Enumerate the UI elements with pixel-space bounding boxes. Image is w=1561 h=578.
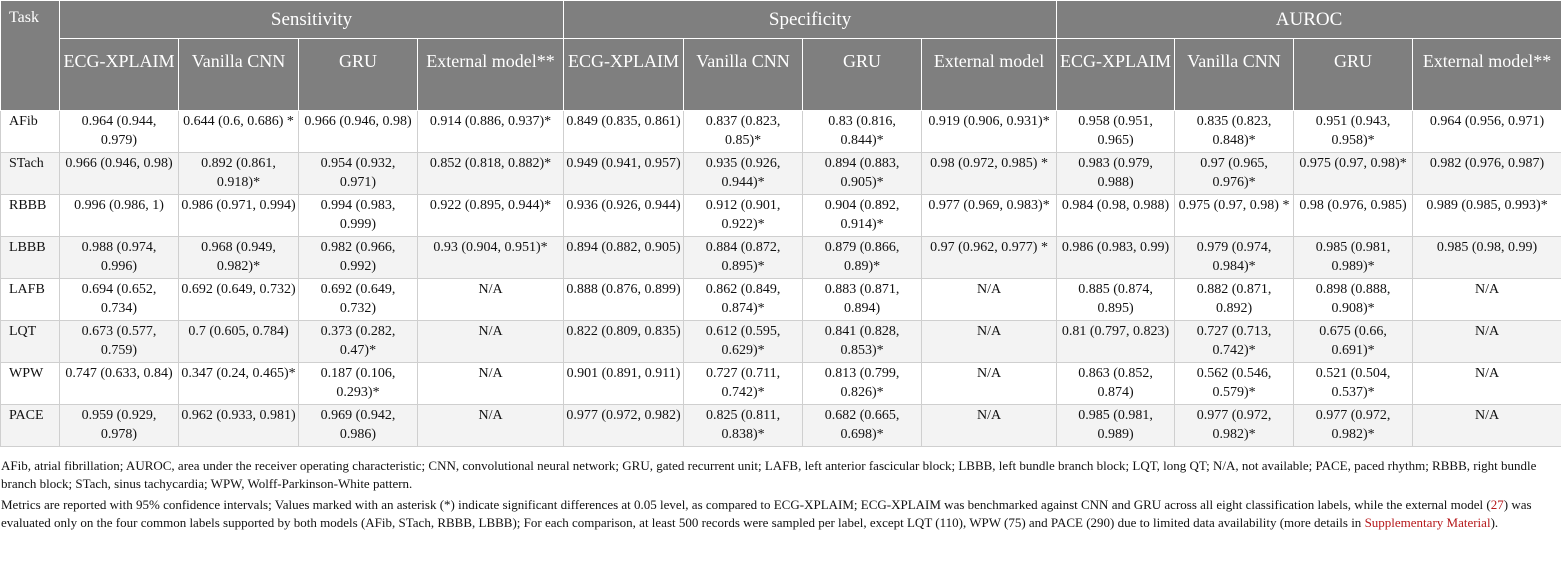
metric-cell: 0.996 (0.986, 1) xyxy=(60,195,179,237)
metric-cell: 0.977 (0.972, 0.982)* xyxy=(1294,405,1413,447)
metric-cell: 0.958 (0.951, 0.965) xyxy=(1057,111,1175,153)
metric-cell: 0.986 (0.971, 0.994) xyxy=(179,195,299,237)
metric-cell: N/A xyxy=(922,279,1057,321)
metric-cell: 0.521 (0.504, 0.537)* xyxy=(1294,363,1413,405)
metric-cell: 0.862 (0.849, 0.874)* xyxy=(684,279,803,321)
table-row xyxy=(1,195,1561,237)
metric-cell: 0.747 (0.633, 0.84) xyxy=(60,363,179,405)
metric-cell: N/A xyxy=(418,363,564,405)
metric-cell: 0.968 (0.949, 0.982)* xyxy=(179,237,299,279)
metric-cell: 0.985 (0.98, 0.99) xyxy=(1413,237,1561,279)
metric-cell: 0.898 (0.888, 0.908)* xyxy=(1294,279,1413,321)
metric-cell: 0.837 (0.823, 0.85)* xyxy=(684,111,803,153)
metric-cell: 0.727 (0.711, 0.742)* xyxy=(684,363,803,405)
group-header-specificity: Specificity xyxy=(564,1,1057,39)
metric-cell: 0.822 (0.809, 0.835) xyxy=(564,321,684,363)
table-row xyxy=(1,321,1561,363)
metric-cell: 0.675 (0.66, 0.691)* xyxy=(1294,321,1413,363)
methods-text-2: ) was evaluated only on the four common labels supported by both models (AFib, STach, RBBB, LBBB); For each comparison, at least 500 records were sampled per label, except LQT (110), WPW (75) and PACE (290) due to limited data availability (more details in xyxy=(1,497,1532,530)
metric-cell: 0.97 (0.965, 0.976)* xyxy=(1175,153,1294,195)
metric-cell: 0.81 (0.797, 0.823) xyxy=(1057,321,1175,363)
column-header: GRU xyxy=(299,39,418,111)
task-label: RBBB xyxy=(1,195,60,237)
metric-cell: 0.922 (0.895, 0.944)* xyxy=(418,195,564,237)
metric-cell: 0.98 (0.976, 0.985) xyxy=(1294,195,1413,237)
metric-cell: 0.894 (0.882, 0.905) xyxy=(564,237,684,279)
metric-cell: 0.901 (0.891, 0.911) xyxy=(564,363,684,405)
group-header-auroc: AUROC xyxy=(1057,1,1561,39)
column-header: External model** xyxy=(418,39,564,111)
metric-cell: 0.964 (0.944, 0.979) xyxy=(60,111,179,153)
methods-note xyxy=(1,496,1555,531)
column-header: Vanilla CNN xyxy=(1175,39,1294,111)
metric-cell: N/A xyxy=(418,279,564,321)
metric-cell: 0.98 (0.972, 0.985) * xyxy=(922,153,1057,195)
column-header: GRU xyxy=(1294,39,1413,111)
column-header: ECG-XPLAIM xyxy=(60,39,179,111)
methods-text-3: ). xyxy=(1490,514,1499,530)
metric-cell: 0.904 (0.892, 0.914)* xyxy=(803,195,922,237)
metric-cell: 0.977 (0.969, 0.983)* xyxy=(922,195,1057,237)
metric-cell: 0.969 (0.942, 0.986) xyxy=(299,405,418,447)
abbreviations-note: AFib, atrial fibrillation; AUROC, area under the receiver operating characteristic; CNN, convolutional neural network; GRU, gated recurrent unit; LAFB, left anterior fascicular block; LBBB, left bundle branch block; LQT, long QT; N/A, not available; PACE, paced rhythm; RBBB, right bundle branch block; STach, sinus tachycardia; WPW, Wolff-Parkinson-White pattern. xyxy=(1,458,1537,491)
column-header: Vanilla CNN xyxy=(179,39,299,111)
metric-cell: 0.964 (0.956, 0.971) xyxy=(1413,111,1561,153)
metric-cell: 0.562 (0.546, 0.579)* xyxy=(1175,363,1294,405)
metric-cell: 0.347 (0.24, 0.465)* xyxy=(179,363,299,405)
metric-cell: 0.83 (0.816, 0.844)* xyxy=(803,111,922,153)
table-body xyxy=(1,111,1561,447)
metric-cell: 0.936 (0.926, 0.944) xyxy=(564,195,684,237)
metric-cell: 0.892 (0.861, 0.918)* xyxy=(179,153,299,195)
column-header: GRU xyxy=(803,39,922,111)
table-row xyxy=(1,405,1561,447)
task-label: WPW xyxy=(1,363,60,405)
metric-cell: 0.692 (0.649, 0.732) xyxy=(179,279,299,321)
metric-cell: N/A xyxy=(1413,321,1561,363)
metric-cell: 0.673 (0.577, 0.759) xyxy=(60,321,179,363)
metric-cell: 0.835 (0.823, 0.848)* xyxy=(1175,111,1294,153)
metric-cell: 0.879 (0.866, 0.89)* xyxy=(803,237,922,279)
metric-cell: N/A xyxy=(1413,279,1561,321)
metric-cell: 0.187 (0.106, 0.293)* xyxy=(299,363,418,405)
metric-cell: 0.979 (0.974, 0.984)* xyxy=(1175,237,1294,279)
metric-cell: N/A xyxy=(922,405,1057,447)
metric-cell: 0.986 (0.983, 0.99) xyxy=(1057,237,1175,279)
metric-cell: 0.959 (0.929, 0.978) xyxy=(60,405,179,447)
metric-cell: 0.841 (0.828, 0.853)* xyxy=(803,321,922,363)
metric-cell: 0.962 (0.933, 0.981) xyxy=(179,405,299,447)
column-header: External model** xyxy=(1413,39,1561,111)
metric-cell: 0.884 (0.872, 0.895)* xyxy=(684,237,803,279)
metric-cell: 0.985 (0.981, 0.989) xyxy=(1057,405,1175,447)
group-header-sensitivity: Sensitivity xyxy=(60,1,564,39)
metric-cell: 0.644 (0.6, 0.686) * xyxy=(179,111,299,153)
table-row xyxy=(1,279,1561,321)
metric-cell: 0.883 (0.871, 0.894) xyxy=(803,279,922,321)
metric-cell: 0.885 (0.874, 0.895) xyxy=(1057,279,1175,321)
task-label: AFib xyxy=(1,111,60,153)
metric-cell: 0.93 (0.904, 0.951)* xyxy=(418,237,564,279)
metric-cell: 0.692 (0.649, 0.732) xyxy=(299,279,418,321)
task-label: LQT xyxy=(1,321,60,363)
task-label: STach xyxy=(1,153,60,195)
metric-cell: 0.888 (0.876, 0.899) xyxy=(564,279,684,321)
metric-cell: 0.882 (0.871, 0.892) xyxy=(1175,279,1294,321)
metric-cell: 0.935 (0.926, 0.944)* xyxy=(684,153,803,195)
metric-cell: 0.894 (0.883, 0.905)* xyxy=(803,153,922,195)
metric-cell: 0.373 (0.282, 0.47)* xyxy=(299,321,418,363)
metric-cell: N/A xyxy=(922,363,1057,405)
metric-cell: 0.982 (0.966, 0.992) xyxy=(299,237,418,279)
metric-cell: 0.863 (0.852, 0.874) xyxy=(1057,363,1175,405)
metric-cell: 0.951 (0.943, 0.958)* xyxy=(1294,111,1413,153)
metric-cell: 0.983 (0.979, 0.988) xyxy=(1057,153,1175,195)
metric-cell: 0.975 (0.97, 0.98) * xyxy=(1175,195,1294,237)
task-label: LBBB xyxy=(1,237,60,279)
table-row xyxy=(1,237,1561,279)
column-header: Vanilla CNN xyxy=(684,39,803,111)
metric-cell: 0.977 (0.972, 0.982)* xyxy=(1175,405,1294,447)
table-row xyxy=(1,111,1561,153)
metric-cell: 0.975 (0.97, 0.98)* xyxy=(1294,153,1413,195)
metric-cell: 0.852 (0.818, 0.882)* xyxy=(418,153,564,195)
subheader-row xyxy=(1,39,1561,111)
metric-cell: 0.982 (0.976, 0.987) xyxy=(1413,153,1561,195)
task-label: PACE xyxy=(1,405,60,447)
metric-cell: 0.7 (0.605, 0.784) xyxy=(179,321,299,363)
metric-cell: 0.966 (0.946, 0.98) xyxy=(60,153,179,195)
task-header: Task xyxy=(1,1,60,111)
metric-cell: N/A xyxy=(418,321,564,363)
metric-cell: 0.988 (0.974, 0.996) xyxy=(60,237,179,279)
metric-cell: 0.919 (0.906, 0.931)* xyxy=(922,111,1057,153)
column-header: External model xyxy=(922,39,1057,111)
column-header: ECG-XPLAIM xyxy=(564,39,684,111)
metric-cell: 0.977 (0.972, 0.982) xyxy=(564,405,684,447)
metric-cell: 0.912 (0.901, 0.922)* xyxy=(684,195,803,237)
metric-cell: N/A xyxy=(1413,363,1561,405)
metric-cell: 0.984 (0.98, 0.988) xyxy=(1057,195,1175,237)
metric-cell: 0.989 (0.985, 0.993)* xyxy=(1413,195,1561,237)
task-label: LAFB xyxy=(1,279,60,321)
table-footnotes xyxy=(0,447,1561,531)
table-row xyxy=(1,363,1561,405)
metric-cell: N/A xyxy=(418,405,564,447)
metric-cell: 0.813 (0.799, 0.826)* xyxy=(803,363,922,405)
metric-cell: 0.994 (0.983, 0.999) xyxy=(299,195,418,237)
metric-cell: 0.97 (0.962, 0.977) * xyxy=(922,237,1057,279)
column-header: ECG-XPLAIM xyxy=(1057,39,1175,111)
metric-cell: N/A xyxy=(922,321,1057,363)
table-row xyxy=(1,153,1561,195)
metric-cell: 0.825 (0.811, 0.838)* xyxy=(684,405,803,447)
metric-cell: 0.914 (0.886, 0.937)* xyxy=(418,111,564,153)
metric-cell: 0.966 (0.946, 0.98) xyxy=(299,111,418,153)
metric-cell: 0.849 (0.835, 0.861) xyxy=(564,111,684,153)
metric-cell: 0.612 (0.595, 0.629)* xyxy=(684,321,803,363)
metric-cell: 0.985 (0.981, 0.989)* xyxy=(1294,237,1413,279)
metric-cell: 0.949 (0.941, 0.957) xyxy=(564,153,684,195)
metric-cell: 0.727 (0.713, 0.742)* xyxy=(1175,321,1294,363)
metric-cell: N/A xyxy=(1413,405,1561,447)
metric-cell: 0.954 (0.932, 0.971) xyxy=(299,153,418,195)
supplementary-material-link[interactable]: Supplementary Material xyxy=(1364,514,1491,530)
metric-cell: 0.682 (0.665, 0.698)* xyxy=(803,405,922,447)
methods-text-1: Metrics are reported with 95% confidence intervals; Values marked with an asterisk (*) indicate significant differences at 0.05 level, as compared to ECG-XPLAIM; ECG-XPLAIM was benchmarked against CNN and GRU across all eight classification labels, while the external model ( xyxy=(1,497,1491,512)
metric-cell: 0.694 (0.652, 0.734) xyxy=(60,279,179,321)
reference-link[interactable]: 27 xyxy=(1490,497,1504,512)
